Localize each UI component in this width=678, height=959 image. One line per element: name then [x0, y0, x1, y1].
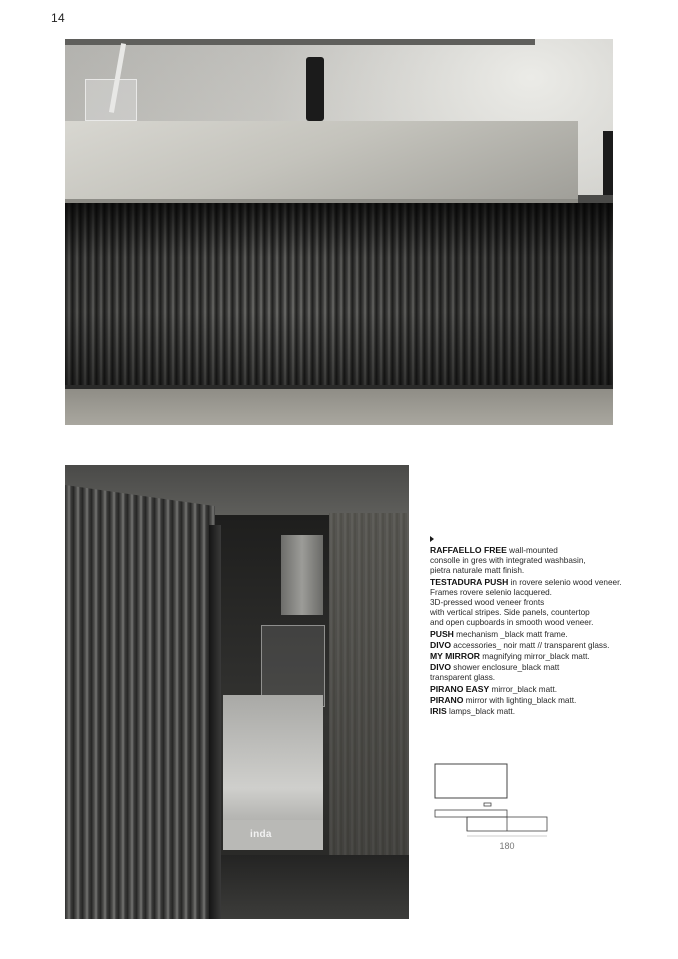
- description-line: [430, 577, 645, 588]
- description-line: [430, 629, 645, 640]
- description-line: [430, 662, 645, 673]
- description-line: [430, 618, 645, 628]
- product-detail: consolle in gres with integrated washbasin,: [430, 556, 586, 566]
- page-number: 14: [51, 11, 65, 25]
- drawer-front: [223, 820, 323, 850]
- product-name: IRIS: [430, 706, 447, 717]
- product-detail: Frames rovere selenio lacquered.: [430, 587, 552, 597]
- description-line: [430, 695, 645, 706]
- dimension-label: 180: [499, 841, 515, 851]
- description-line: [430, 673, 645, 683]
- product-detail: in rovere selenio wood veneer.: [508, 577, 622, 587]
- arrow-right-icon: [430, 536, 434, 542]
- description-line: [430, 706, 645, 717]
- product-name: RAFFAELLO FREE: [430, 545, 507, 555]
- description-line: [430, 566, 645, 576]
- product-detail: mechanism _black matt frame.: [453, 629, 568, 639]
- description-lines: [430, 545, 645, 717]
- lamp-outline: [484, 803, 491, 806]
- product-detail: accessories_ noir matt // transparent glass.: [451, 640, 610, 650]
- product-detail: mirror_black matt.: [489, 684, 558, 694]
- side-shelf: [578, 195, 613, 203]
- product-detail: lamps_black matt.: [446, 707, 515, 717]
- product-name: MY MIRROR: [430, 651, 480, 662]
- faucet-icon: [306, 57, 324, 121]
- dimension-diagram: [433, 762, 553, 858]
- countertop-outline: [435, 810, 507, 817]
- description-line: [430, 545, 645, 556]
- open-striped-door: [65, 485, 215, 919]
- product-detail: and open cupboards in smooth wood veneer.: [430, 618, 594, 628]
- product-detail: 3D-pressed wood veneer fronts: [430, 598, 545, 608]
- description-line: [430, 588, 645, 598]
- product-description: [430, 536, 645, 717]
- door-edge: [209, 525, 221, 919]
- product-name: PIRANO: [430, 694, 464, 705]
- vanity-photo: [65, 39, 613, 425]
- cabinet-detail-photo: [65, 465, 409, 919]
- product-detail: pietra naturale matt finish.: [430, 566, 525, 576]
- product-detail: shower enclosure_black matt: [451, 663, 560, 673]
- upper-shelf: [65, 39, 535, 45]
- mirror-outline: [435, 764, 507, 798]
- description-line: [430, 651, 645, 662]
- countertop: [65, 121, 578, 203]
- product-name: DIVO: [430, 639, 452, 650]
- description-line: [430, 556, 645, 566]
- bottle: [281, 535, 323, 615]
- brand-logo: inda: [250, 829, 272, 840]
- product-detail: wall-mounted: [506, 546, 558, 555]
- diagram-drawing: [433, 762, 553, 858]
- description-line: [430, 598, 645, 608]
- product-detail: with vertical stripes. Side panels, countertop: [430, 608, 590, 618]
- product-detail: mirror with lighting_black matt.: [463, 695, 577, 705]
- product-detail: transparent glass.: [430, 673, 496, 683]
- product-name: PUSH: [430, 628, 454, 639]
- description-line: [430, 608, 645, 618]
- description-line: [430, 640, 645, 651]
- floor: [65, 389, 613, 425]
- cabinet-shading: [65, 203, 613, 385]
- product-name: DIVO: [430, 662, 452, 673]
- product-name: PIRANO EASY: [430, 683, 490, 694]
- faucet-right-icon: [603, 131, 613, 195]
- product-detail: magnifying mirror_black matt.: [479, 652, 590, 662]
- product-name: TESTADURA PUSH: [430, 576, 509, 587]
- description-line: [430, 684, 645, 695]
